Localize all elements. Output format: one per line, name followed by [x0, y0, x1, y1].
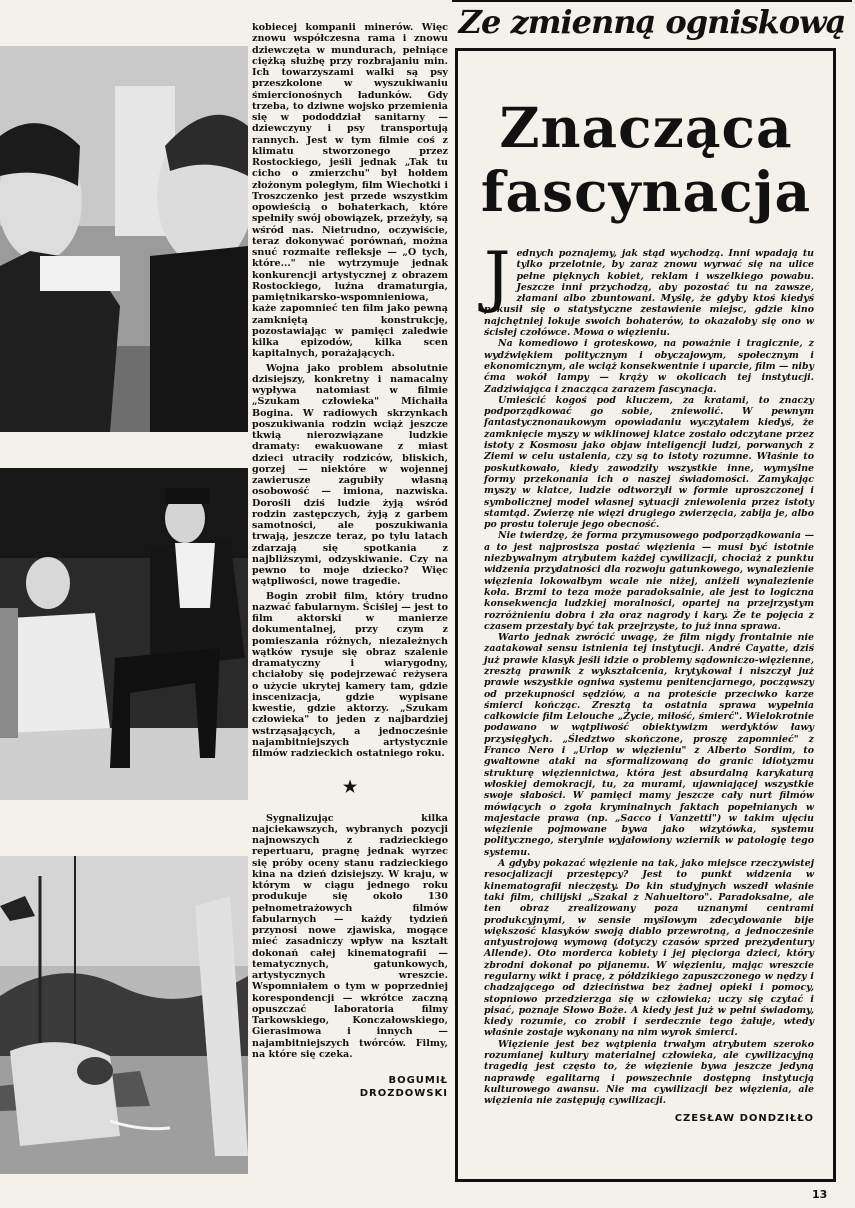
column-title: Ze zmienną ogniskową	[452, 2, 852, 42]
left-article-author	[252, 1074, 448, 1100]
left-article-closing-paragraph: Sygnalizując kilka najciekawszych, wybranych pozycji najnowszych z radzieckiego repertuaru, pragnę jednak wyrzec się próby oceny stanu radzieckiego kina na dzień dzisiejszy. W kraju, w którym w ciągu jednego roku produkuje się około 130 pełnometrażowych filmów fabularnych — każdy tydzień przynosi nowe zjawiska, mogące mieć zasadniczy wpływ na kształt dokonań całej kinematografii — tematycznych, gatunkowych, artystycznych wreszcie. Wspomniałem o tym w poprzedniej korespondencji — wkrótce zaczną opuszczać laboratoria filmy Tarkowskiego, Konczałowskiego, Gierasimowa i innych — najambitniejszych twórców. Filmy, na które się czeka.	[252, 812, 448, 1060]
right-article-paragraph: ednych poznajemy, jak stąd wychodzą. Inni wpadają tu tylko przelotnie, by zaraz znowu wyrwać się na ulice pełne pięknych kobiet, reklam i wszelkiego powabu. Jeszcze inni przychodzą, aby pozostać tu na zawsze, złamani albo zbuntowani. Myślę, że gdyby ktoś kiedyś pokusił się o statystyczne zestawienie miejsc, gdzie kino najchętniej lokuje swoich bohaterów, to okazałoby się ono w ścisłej czołówce. Mowa o więzieniu.	[484, 248, 814, 339]
right-article-lead	[484, 238, 814, 339]
drop-cap: J	[484, 238, 511, 315]
photo-boat-beach	[0, 856, 248, 1174]
photo-scene-two-men	[0, 468, 248, 800]
right-article	[484, 238, 814, 1124]
left-article-paragraph: Bogin zrobił film, który trudno nazwać fabularnym. Ściślej — jest to film aktorski w manierze dokumentalnej, przy czym z pomieszania różnych, niezależnych wątków rysuje się obraz szalenie dramatyczny i wiarygodny, chciałoby się podejrzewać reżysera o użycie ukrytej kamery tam, gdzie inscenizacja, gdzie wypisane kwestie, gdzie aktorzy. „Szukam człowieka" to jeden z najbardziej wstrząsających, a jednocześnie najambitniejszych artystycznie filmów radzieckich ostatniego roku.	[252, 590, 448, 759]
left-article	[252, 22, 448, 1100]
right-article-paragraph: Warto jednak zwrócić uwagę, że film nigdy frontalnie nie zaatakował sensu istnienia tej instytucji. André Cayatte, dziś już prawie klasyk jeśli idzie o problemy sądowniczo-więzienne, zresztą prawnik z wykształcenia, krytykował i niszczył już prawie wszystkie ogniwa systemu penitencjarnego, począwszy od przekupności sędziów, a na proteście przeciwko karze śmierci kończąc. Zresztą ta ostatnia sprawa wypełnia całkowicie film Lelouche „Życie, miłość, śmierć". Wielokrotnie podawano w wątpliwość obiektywizm werdyktów ławy przysięgłych. „Śledztwo skończone, proszę zapomnieć" z Franco Nero i „Urlop w więzieniu" z Alberto Sordim, to gwałtowne ataki na sformalizowaną do granic idiotyzmu strukturę więziennictwa, która jest absurdalną karykaturą włoskiej demokracji, tu, za murami, ujawniającej wszystkie swoje słabości. W pamięci mamy jeszcze cały nurt filmów mówiących o zgoła kryminalnych faktach popełnianych w majestacie prawa (np. „Sacco i Vanzetti") w takim ujęciu więzienie pojmowane bywa jako wizytówka, systemu politycznego, sterylnie wyjałowiony wziernik w patologię tego systemu.	[484, 632, 814, 858]
right-article-paragraph: Umieścić kogoś pod kluczem, za kratami, to znaczy podporządkować go sobie, zniewolić. W pewnym fantastycznonaukowym opowiadaniu wyczytałem kiedyś, że zamknięcie myszy w wiklinowej klatce zostało odczytane przez istoty z Kosmosu jako objaw inteligencji ludzi, porwanych z Ziemi w celu ustalenia, czy są to istoty rozumne. Właśnie to poskutkowało, kiedy zawodziły wszystkie inne, wymyślne formy przekonania ich o naszej świadomości. Zamykając myszy w klatce, ludzie odtworzyli w formie uproszczonej i symbolicznej model własnej sytuacji zniewolenia przez istoty stamtąd. Zwierzę nie więzi drugiego zwierzęcia, zabija je, albo po prostu toleruje jego obecność.	[484, 394, 814, 531]
author-first-name: BOGUMIŁ	[388, 1075, 448, 1086]
headline-line: Znacząca	[499, 95, 793, 160]
right-article-paragraph: A gdyby pokazać więzienie na tak, jako miejsce rzeczywistej resocjalizacji przestępcy? Jest to punkt widzenia w kinematografii nieczęsty. Do kin studyjnych wszedł właśnie taki film, chilijski „Szakal z Nahueltoro". Paradoksalne, ale ten obraz zrealizowany poza uznanymi centrami produkcyjnymi, w sensie myślowym zdecydowanie bije większość klasyków swoją diablo przewrotną, a jednocześnie antyustrojową wymową (dotyczy czasów sprzed prezydentury Allende). Oto morderca kobiety i jej pięciorga dzieci, który zbrodni dokonał po pijanemu. W więzieniu, mając wreszcie regularny wikt i pracę, z półdzikiego zapuszczonego w nędzy i chadzającego od dzieciństwa bez żadnej opieki i pomocy, stopniowo przedzierzga się w człowieka; uczy się czytać i pisać, poznaje Słowo Boże. A kiedy jest już w pełni świadomy, kiedy rozumie, co zrobił i serdecznie tego żałuje, wtedy właśnie zostaje wykonany na nim wyrok śmierci.	[484, 858, 814, 1039]
left-article-paragraph: Wojna jako problem absolutnie dzisiejszy, konkretny i namacalny wypływa natomiast w filmie „Szukam człowieka" Michaiła Bogina. W radiowych skrzynkach poszukiwania rodzin wciąż jeszcze tkwią nierozwiązane ludzkie dramaty: ewakuowane z miast dzieci utraciły rodziców, bliskich, gorzej — niektóre w wojennej zawierusze zagubiły własną osobowość — imiona, nazwiska. Dorośli dziś ludzie żyją wśród rodzin zastępczych, żyją z garbem samotności, ale poszukiwania trwają, jeszcze teraz, po tylu latach zdarzają się spotkania z najbliższymi, odzyskiwanie. Czy na pewno to moje dziecko? Więc wątpliwości, nowe tragedie.	[252, 362, 448, 588]
star-separator: ★	[342, 777, 358, 797]
headline	[460, 96, 832, 224]
right-article-paragraph: Więzienie jest bez wątpienia trwałym atrybutem szeroko rozumianej kultury materialnej człowieka, ale cywilizacyjną tragedią jest często to, że więzienie bywa jeszcze jedyną naprawdę egalitarną i powszechnie dostępną instytucją kulturowego awansu. Nie ma cywilizacji bez więzienia, ale więzienia nie zastępują cywilizacji.	[484, 1038, 814, 1107]
author-last-name: DROZDOWSKI	[359, 1088, 448, 1099]
photo-children	[0, 46, 248, 432]
page-number: 13	[812, 1188, 828, 1201]
right-article-author: CZESŁAW DONDZIŁŁO	[674, 1112, 814, 1124]
right-article-paragraph: Na komediowo i groteskowo, na poważnie i tragicznie, z wydźwiękiem politycznym i obyczajowym, społecznym i ekonomicznym, ale wciąż konsekwentnie i uparcie, film — niby ćma wokół lampy — krąży w okolicach tej instytucji. Zadziwiająca i znacząca zarazem fascynacja.	[484, 338, 814, 395]
left-article-paragraph: kobiecej kompanii minerów. Więc znowu współczesna rama i znowu dziewczęta w mundurach, pełniące ciężką służbę przy rozbrajaniu min. Ich towarzyszami walki są psy przeszkolone w wyszukiwaniu śmiercionośnych ładunków. Gdy trzeba, to dziwne wojsko przemienia się w pododdział sanitarny — dziewczyny i psy transportują rannych. Jest w tym filmie coś z klimatu stworzonego przez Rostockiego, jeśli jednak „Tak tu cicho o zmierzchu" był hołdem złożonym poległym, film Wiechotki i Troszczenko jest przede wszystkim opowieścią o bohaterkach, które spełniły swój obowiązek, przeżyły, są wśród nas. Nietrudno, oczywiście, teraz dokonywać porównań, można snuć rozmaite refleksje — „O tych, które..." nie wytrzymuje jednak konkurencji artystycznej z obrazem Rostockiego, luźna dramaturgia, pamiętnikarsko-wspomnieniowa, każe zapomnieć ten film jako pewną zamkniętą konstrukcję, pozostawiając w pamięci zaledwie kilka epizodów, kilka scen kapitalnych, porażających.	[252, 22, 448, 360]
headline-line: fascynacja	[480, 159, 812, 224]
right-article-paragraph: Nie twierdzę, że forma przymusowego podporządkowania — a to jest najprostsza postać więzienia — musi być istotnie niezbywalnym atrybutem każdej cywilizacji, chociaż z punktu widzenia przydatności dla rozwoju gatunkowego, wynalezienie więzienia lokowałbym wcale nie niżej, aniżeli wynalezienie koła. Brzmi to teza może paradoksalnie, ale jest to logiczna konsekwencja ludzkiej moralności, opartej na przejrzystym rozróżnieniu dobra i zła oraz nagrody i kary. Że te pojęcia z czasem przestały być tak przejrzyste, to już inna sprawa.	[484, 530, 814, 632]
